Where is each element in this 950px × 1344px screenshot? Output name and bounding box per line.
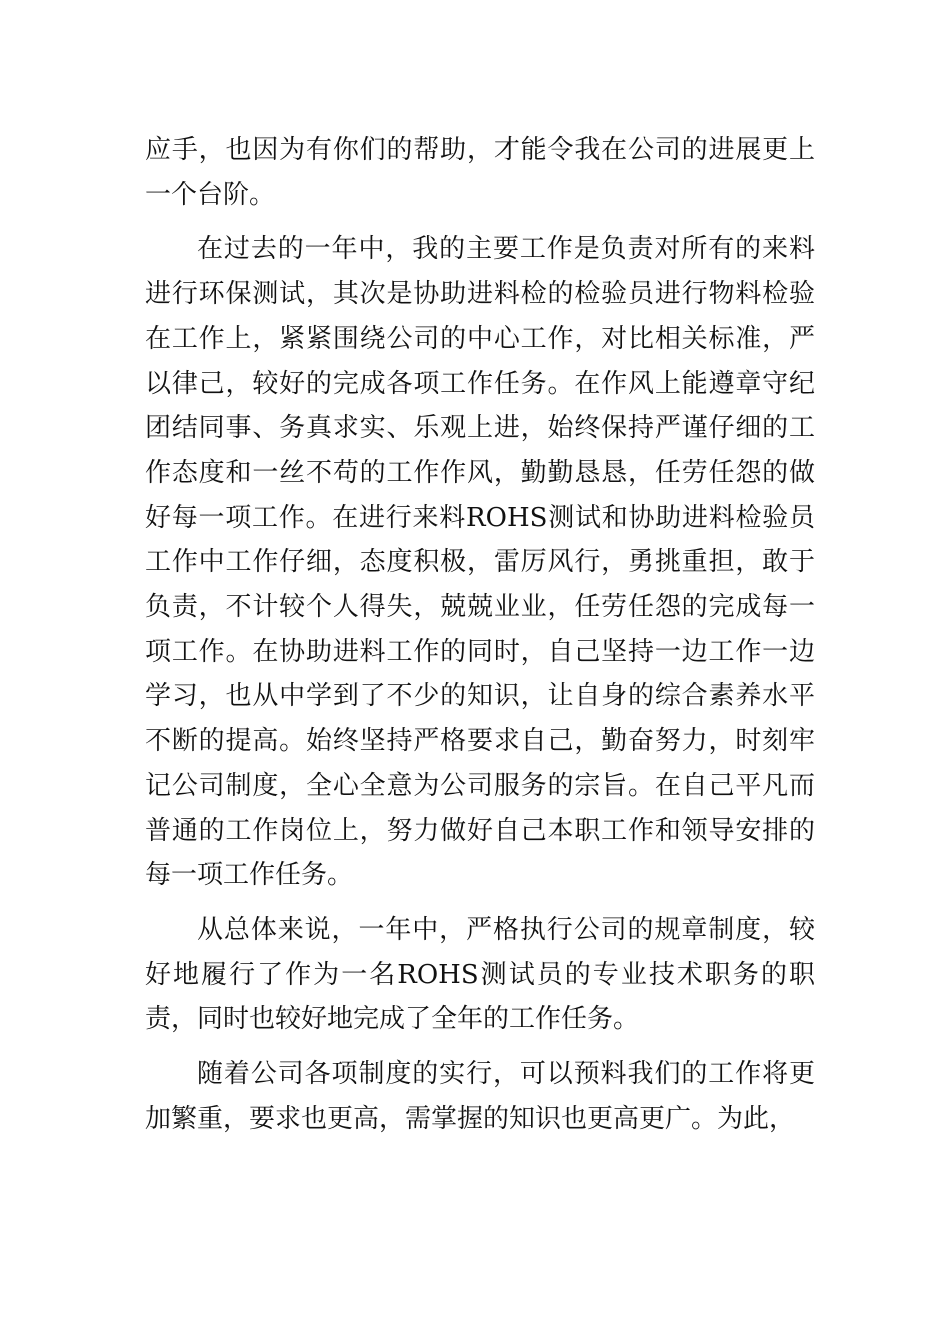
- paragraph-continuation: 应手，也因为有你们的帮助，才能令我在公司的进展更上一个台阶。: [145, 135, 815, 210]
- paragraph-main-work: 在过去的一年中，我的主要工作是负责对所有的来料进行环保测试，其次是协助进料检的检验员进行物料检验在工作上，紧紧围绕公司的中心工作，对比相关标准，严以律己，较好的完成各项工作任务。在作风上能遵章守纪团结同事、务真求实、乐观上进，始终保持严谨仔细的工作态度和一丝不苟的工作作风，勤勤恳恳，任劳任怨的做好每一项工作。在进行来料ROHS测试和协助进料检验员工作中工作仔细，态度积极，雷厉风行，勇挑重担，敢于负责，不计较个人得失，兢兢业业，任劳任怨的完成每一项工作。在协助进料工作的同时，自己坚持一边工作一边学习，也从中学到了不少的知识，让自身的综合素养水平不断的提高。始终坚持严格要求自己，勤奋努力，时刻牢记公司制度，全心全意为公司服务的宗旨。在自己平凡而普通的工作岗位上，努力做好自己本职工作和领导安排的每一项工作任务。: [145, 234, 815, 891]
- paragraph-summary: 从总体来说，一年中，严格执行公司的规章制度，较好地履行了作为一名ROHS测试员的专业技术职务的职责，同时也较好地完成了全年的工作任务。: [145, 914, 815, 1035]
- document-body: [145, 128, 815, 1141]
- paragraph-outlook: 随着公司各项制度的实行，可以预料我们的工作将更加繁重，要求也更高，需掌握的知识也更高更广。为此，: [145, 1059, 815, 1134]
